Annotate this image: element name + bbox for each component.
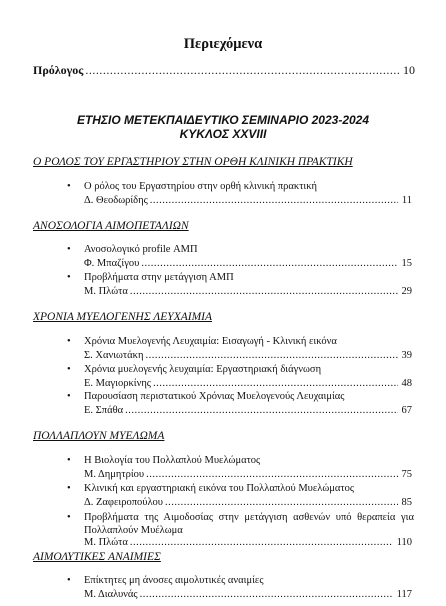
- toc-item-author: Ε. Σπάθα: [84, 405, 124, 416]
- toc-item-author: Φ. Μπαζίγου: [84, 258, 140, 269]
- leader-dots: [165, 497, 398, 508]
- toc-item-author-row[interactable]: [84, 469, 412, 480]
- section-heading: ΑΙΜΟΛΥΤΙΚΕΣ ΑΝΑΙΜΙΕΣ: [33, 551, 161, 563]
- toc-item-page: 67: [401, 405, 412, 416]
- toc-item-author-row[interactable]: [84, 497, 412, 508]
- toc-item-page: 15: [401, 258, 412, 269]
- toc-item-author-row[interactable]: [84, 195, 412, 206]
- toc-item-author-row[interactable]: [84, 537, 412, 548]
- seminar-title: ΕΤΗΣΙΟ ΜΕΤΕΚΠΑΙΔΕΥΤΙΚΟ ΣΕΜΙΝΑΡΙΟ 2023-2024: [76, 113, 370, 127]
- leader-dots: [85, 63, 401, 78]
- leader-dots: [150, 195, 398, 206]
- prologue-label: Πρόλογος: [33, 63, 84, 77]
- toc-item-author: Μ. Δημητρίου: [84, 469, 145, 480]
- toc-item-author: Μ. Διαλυνάς: [84, 589, 138, 600]
- toc-item-page: 110: [396, 537, 412, 548]
- toc-item-title[interactable]: • Επίκτητες μη άνοσες αιμολυτικές αναιμίες: [84, 575, 263, 586]
- toc-item-author-row[interactable]: [84, 405, 412, 416]
- leader-dots: [125, 405, 397, 416]
- toc-item-title[interactable]: • Κλινική και εργαστηριακή εικόνα του Πολλαπλού Μυελώματος: [84, 483, 354, 494]
- toc-item-author: Μ. Πλώτα: [84, 537, 128, 548]
- section-heading: Ο ΡΟΛΟΣ ΤΟΥ ΕΡΓΑΣΤΗΡΙΟΥ ΣΤΗΝ ΟΡΘΗ ΚΛΙΝΙΚΗ ΠΡΑΚΤΙΚΗ: [33, 156, 353, 168]
- leader-dots: [146, 469, 397, 480]
- toc-item-author-row[interactable]: [84, 350, 412, 361]
- leader-dots: [153, 378, 398, 389]
- toc-item-author-row[interactable]: [84, 378, 412, 389]
- seminar-cycle: ΚΥΚΛΟΣ XXVIII: [179, 127, 267, 141]
- prologue-page: 10: [403, 63, 415, 77]
- toc-item-page: 39: [401, 350, 412, 361]
- leader-dots: [141, 258, 397, 269]
- section-heading: ΧΡΟΝΙΑ ΜΥΕΛΟΓΕΝΗΣ ΛΕΥΧΑΙΜΙΑ: [33, 311, 213, 323]
- toc-item-title[interactable]: • Χρόνια Μυελογενής Λευχαιμία: Εισαγωγή - Κλινική εικόνα: [84, 336, 337, 347]
- toc-item-author-row[interactable]: [84, 258, 412, 269]
- leader-dots: [140, 589, 393, 600]
- section-heading: ΑΝΟΣΟΛΟΓΙΑ ΑΙΜΟΠΕΤΑΛΙΩΝ: [33, 220, 189, 232]
- leader-dots: [145, 350, 397, 361]
- leader-dots: [130, 537, 393, 548]
- toc-item-title[interactable]: • Προβλήματα στην μετάγγιση ΑΜΠ: [84, 272, 234, 283]
- toc-item-page: 75: [401, 469, 412, 480]
- toc-item-author: Σ. Χανιωτάκη: [84, 350, 144, 361]
- toc-item-page: 85: [401, 497, 412, 508]
- toc-item-page: 29: [401, 286, 412, 297]
- prologue-entry[interactable]: [33, 63, 415, 78]
- toc-item-author: Δ. Ζαφειροπούλου: [84, 497, 163, 508]
- toc-item-author: Δ. Θεοδωρίδης: [84, 195, 148, 206]
- page-title: Περιεχόμενα: [183, 36, 263, 52]
- toc-item-author: Μ. Πλώτα: [84, 286, 128, 297]
- toc-item-title[interactable]: • Ανοσολογικό profile ΑΜΠ: [84, 244, 198, 255]
- toc-item-page: 117: [396, 589, 412, 600]
- toc-item-page: 11: [401, 195, 412, 206]
- toc-item-page: 48: [401, 378, 412, 389]
- toc-item-title[interactable]: • Ο ρόλος του Εργαστηρίου στην ορθή κλινική πρακτική: [84, 181, 317, 192]
- toc-item-author-row[interactable]: [84, 286, 412, 297]
- section-heading: ΠΟΛΛΑΠΛΟΥΝ ΜΥΕΛΩΜΑ: [33, 430, 165, 442]
- toc-item-title[interactable]: • Χρόνια μυελογενής λευχαιμία: Εργαστηριακή διάγνωση: [84, 364, 321, 375]
- toc-item-author-row[interactable]: [84, 589, 412, 600]
- toc-item-title[interactable]: • Προβλήματα της Αιμοδοσίας στην μετάγγιση ασθενών υπό θεραπεία για Πολλαπλούν Μυέλωμα: [84, 511, 414, 537]
- toc-item-author: Ε. Μαγιορκίνης: [84, 378, 151, 389]
- leader-dots: [130, 286, 398, 297]
- toc-item-title[interactable]: • Η Βιολογία του Πολλαπλού Μυελώματος: [84, 455, 260, 466]
- toc-item-title[interactable]: • Παρουσίαση περιστατικού Χρόνιας Μυελογενούς Λευχαιμίας: [84, 391, 344, 402]
